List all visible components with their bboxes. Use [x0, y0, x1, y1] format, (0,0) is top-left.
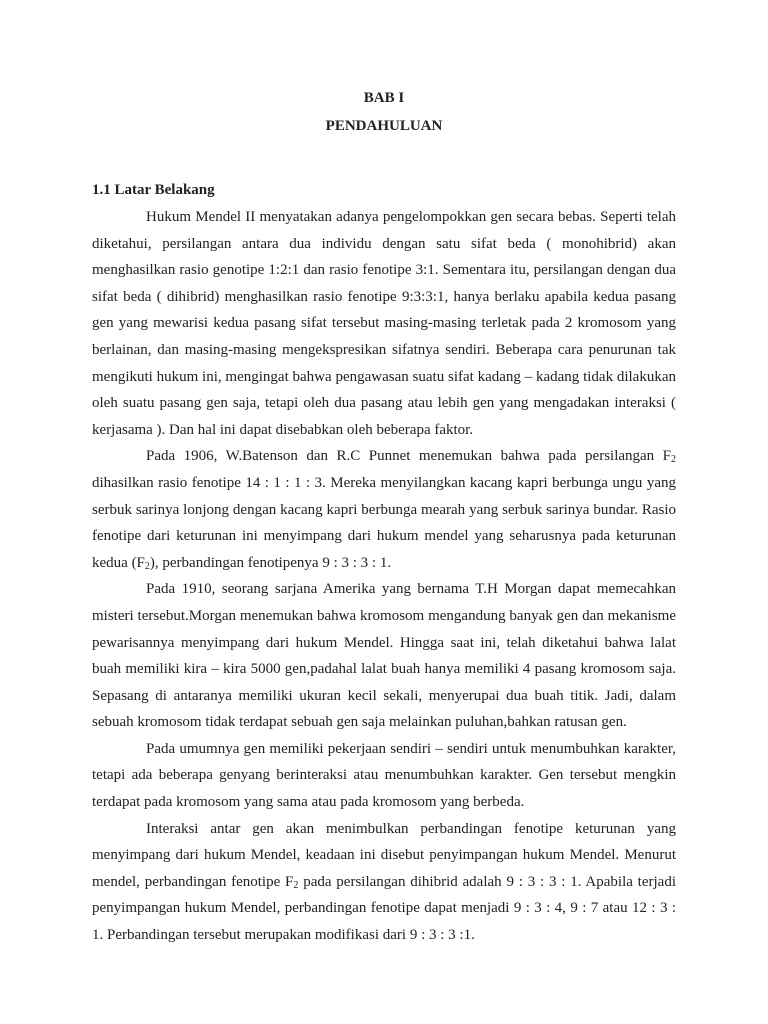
section-heading: 1.1 Latar Belakang — [92, 182, 215, 198]
chapter-number: BAB I — [363, 90, 405, 106]
subscript-f2: 2 — [144, 560, 150, 572]
paragraph-5 — [92, 816, 676, 949]
paragraph-2-part-3: ), perbandingan fenotipenya 9 : 3 : 3 : 1. — [149, 554, 392, 571]
paragraph-2-part-2: dihasilkan rasio fenotipe 14 : 1 : 1 : 3. Mereka menyilangkan kacang kapri berbunga ungu yang serbuk sarinya lonjong dengan kacang kapri berbunga mearah yang serbuk sarinya bundar. Rasio fenotipe dari keturunan ini menyimpang dari hukum mendel yang seharusnya pada keturunan kedua (F — [92, 474, 676, 571]
paragraph-1: Hukum Mendel II menyatakan adanya pengelompokkan gen secara bebas. Seperti telah diketahui, persilangan antara dua individu dengan satu sifat beda ( monohibrid) akan menghasilkan rasio genotipe 1:2:1 dan rasio fenotipe 3:1. Sementara itu, persilangan dengan dua sifat beda ( dihibrid) menghasilkan rasio fenotipe 9:3:3:1, hanya berlaku apabila kedua pasang gen yang mewarisi kedua pasang sifat tersebut masing-masing terletak pada 2 kromosom yang berlainan, dan masing-masing mengekspresikan sifatnya sendiri. Beberapa cara penurunan tak mengikuti hukum ini, mengingat bahwa pengawasan suatu sifat kadang – kadang tidak dilakukan oleh suatu pasang gen saja, tetapi oleh dua pasang atau lebih gen yang mengadakan interaksi ( kerjasama ). Dan hal ini dapat disebabkan oleh beberapa faktor. — [92, 209, 676, 438]
subscript-f2: 2 — [293, 879, 299, 891]
paragraph-3: Pada 1910, seorang sarjana Amerika yang bernama T.H Morgan dapat memecahkan misteri tersebut.Morgan menemukan bahwa kromosom mengandung banyak gen dan mekanisme pewarisannya menyimpang dari hukum Mendel. Hingga saat ini, telah diketahui bahwa lalat buah memiliki kira – kira 5000 gen,padahal lalat buah hanya memiliki 4 pasang kromosom saja. Sepasang di antaranya memiliki ukuran kecil sekali, menyerupai dua buah titik. Jadi, dalam sebuah kromosom tidak terdapat sebuah gen saja melainkan puluhan,bahkan ratusan gen. — [92, 581, 676, 731]
paragraph-4: Pada umumnya gen memiliki pekerjaan sendiri – sendiri untuk menumbuhkan karakter, tetapi ada beberapa genyang berinteraksi atau menumbuhkan karakter. Gen tersebut mengkin terdapat pada kromosom yang sama atau pada kromosom yang berbeda. — [92, 740, 676, 811]
paragraph-2-part-1: Pada 1906, W.Batenson dan R.C Punnet menemukan bahwa pada persilangan F — [146, 448, 671, 465]
paragraph-5-part-2: pada persilangan dihibrid adalah 9 : 3 : 3 : 1. Apabila terjadi penyimpangan hukum Mendel, perbandingan fenotipe dapat menjadi 9 : 3 : 4, 9 : 7 atau 12 : 3 : 1. Perbandingan tersebut merupakan modifikasi dari 9 : 3 : 3 :1. — [92, 873, 676, 944]
subscript-f2: 2 — [671, 454, 676, 466]
paragraph-5-part-1: Interaksi antar gen akan menimbulkan perbandingan fenotipe keturunan yang menyimpang dari hukum Mendel, keadaan ini disebut penyimpangan hukum Mendel. Menurut mendel, perbandingan fenotipe F — [92, 820, 676, 890]
paragraph-2 — [92, 443, 676, 576]
chapter-title: PENDAHULUAN — [325, 118, 443, 134]
